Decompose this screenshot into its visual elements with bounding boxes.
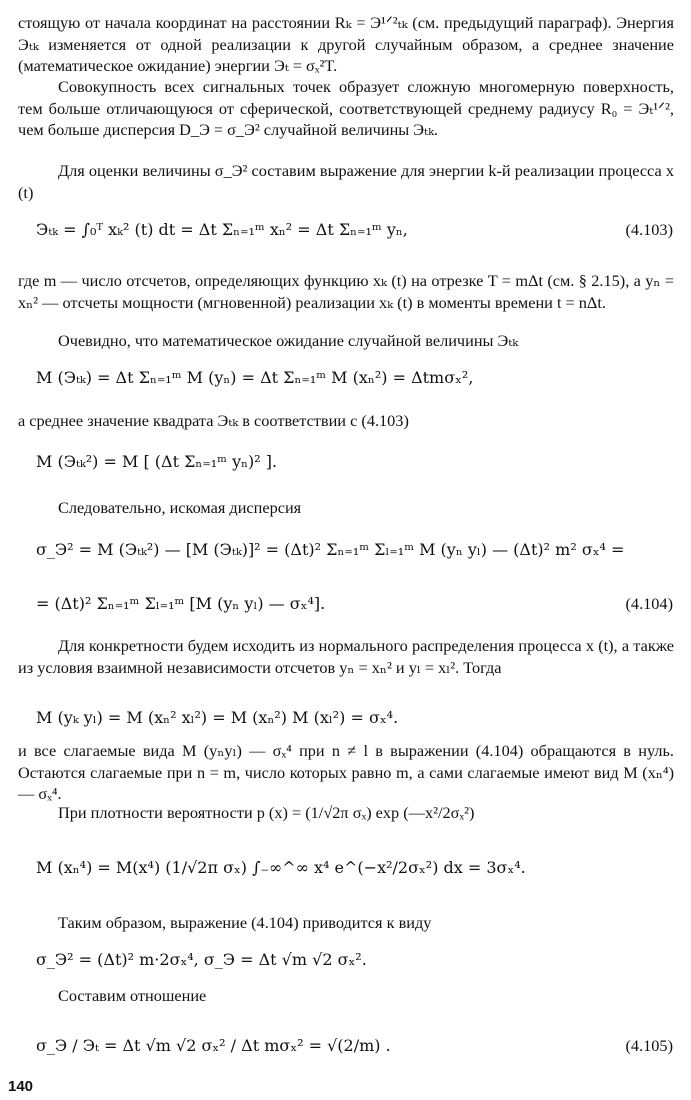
equation-4-105: σ_Э / Эₜ = Δt √m √2 σₓ² / Δt mσₓ² = √(2/m) . — [36, 1036, 391, 1055]
equation-variance: σ_Э² = (Δt)² m·2σₓ⁴, σ_Э = Δt √m √2 σₓ². — [36, 950, 367, 969]
paragraph-3: Для оценки величины σ_Э² составим выражение для энергии k-й реализации процесса x (t) — [18, 161, 674, 202]
paragraph-12: Составим отношение — [58, 986, 207, 1005]
paragraph-7: Следовательно, искомая дисперсия — [58, 498, 302, 517]
equation-mean-energy: M (Эₜₖ) = Δt Σₙ₌₁ᵐ M (yₙ) = Δt Σₙ₌₁ᵐ M (xₙ²) = Δtmσₓ², — [36, 368, 474, 387]
paragraph-10: При плотности вероятности p (x) = (1/√2π σₓ) exp (—x²/2σₓ²) — [58, 803, 475, 822]
equation-number-4-104: (4.104) — [625, 594, 673, 613]
equation-4-104-line-2: = (Δt)² Σₙ₌₁ᵐ Σₗ₌₁ᵐ [M (yₙ yₗ) — σₓ⁴]. — [36, 594, 326, 613]
equation-independence: M (yₖ yₗ) = M (xₙ² xₗ²) = M (xₙ²) M (xₗ²) = σₓ⁴. — [36, 708, 399, 727]
paragraph-11: Таким образом, выражение (4.104) приводится к виду — [58, 913, 432, 932]
paragraph-2: Совокупность всех сигнальных точек образует сложную многомерную поверхность, тем больше отличающуюся от сферической, соответствующей среднему радиусу R₀ = Эₜ¹ᐟ², чем больше дисперсия D_Э = σ_Э² случайной величины Эₜₖ. — [18, 77, 674, 139]
paragraph-4: где m — число отсчетов, определяющих функцию xₖ (t) на отрезке T = mΔt (см. § 2.15), а yₙ = xₙ² — отсчеты мощности (мгновенной) реализации xₖ (t) в моменты времени t = nΔt. — [18, 271, 674, 312]
equation-number-4-103: (4.103) — [625, 220, 673, 239]
paragraph-8: Для конкретности будем исходить из нормального распределения процесса x (t), а также из условия взаимной независимости отсчетов yₙ = xₙ² и yₗ = xₗ². Тогда — [18, 636, 674, 677]
paragraph-9: и все слагаемые вида M (yₙyₗ) — σₓ⁴ при n ≠ l в выражении (4.104) обращаются в нуль. Остаются слагаемые при n = m, число которых равно m, а сами слагаемые имеют вид M (xₙ⁴) — σₓ⁴. — [18, 741, 674, 803]
equation-mean-square: M (Эₜₖ²) = M [ (Δt Σₙ₌₁ᵐ yₙ)² ]. — [36, 452, 278, 471]
equation-4-103: Эₜₖ = ∫₀ᵀ xₖ² (t) dt = Δt Σₙ₌₁ᵐ xₙ² = Δt Σₙ₌₁ᵐ yₙ, — [36, 220, 408, 239]
paragraph-1: стоящую от начала координат на расстоянии Rₖ = Э¹ᐟ²ₜₖ (см. предыдущий параграф). Энергия Эₜₖ изменяется от одной реализации к другой случайным образом, а среднее значение (математическое ожидание) энергии Эₜ = σₓ²T. — [18, 13, 674, 75]
page-number: 140 — [8, 1078, 34, 1095]
paragraph-6: а среднее значение квадрата Эₜₖ в соответствии с (4.103) — [18, 411, 409, 430]
equation-number-4-105: (4.105) — [625, 1036, 673, 1055]
equation-fourth-moment: M (xₙ⁴) = M(x⁴) (1/√2π σₓ) ∫₋∞^∞ x⁴ e^(−x²/2σₓ²) dx = 3σₓ⁴. — [36, 858, 526, 877]
equation-4-104-line-1: σ_Э² = M (Эₜₖ²) — [M (Эₜₖ)]² = (Δt)² Σₙ₌₁ᵐ Σₗ₌₁ᵐ M (yₙ yₗ) — (Δt)² m² σₓ⁴ = — [36, 540, 625, 559]
paragraph-5: Очевидно, что математическое ожидание случайной величины Эₜₖ — [58, 331, 519, 350]
